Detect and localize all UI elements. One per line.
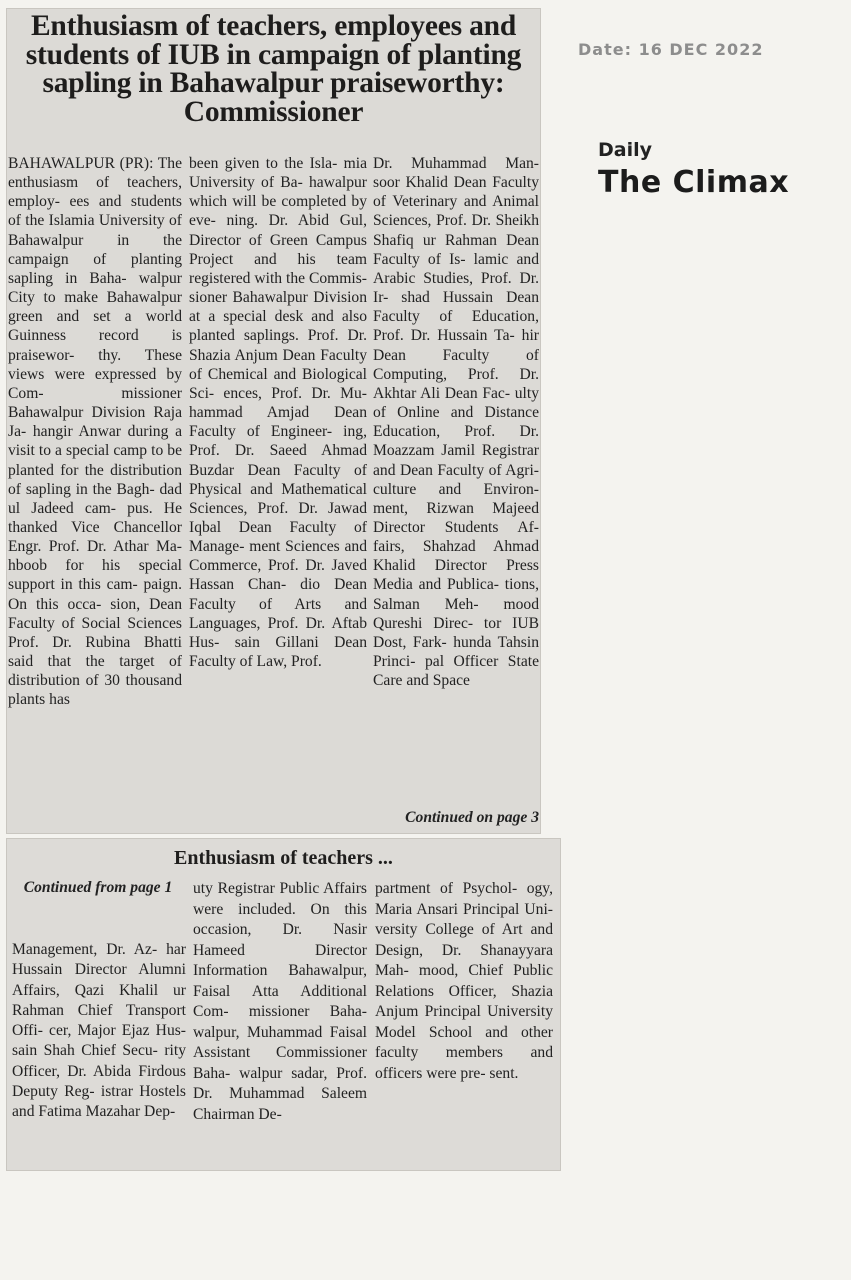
- article-column-1: BAHAWALPUR (PR): The enthusiasm of teachers, employ- ees and students of the Islamia University of Bahawalpur in the campaign of planting sapling in Baha- walpur City to make Bahawalpur green and set a world Guinness record is praisewor- thy. These views were expressed by Com- missioner Bahawalpur Division Raja Ja- hangir Anwar during a visit to a special camp to be planted for the distribution of sapling in the Bagh- dad ul Jadeed cam- pus. He thanked Vice Chancellor Engr. Prof. Dr. Athar Ma- hboob for his special support in this cam- paign. On this occa- sion, Dean Faculty of Social Sciences Prof. Dr. Rubina Bhatti said that the target of distribution of 30 thousand plants has: [8, 155, 182, 709]
- date-stamp: [578, 40, 763, 59]
- continued-on-note: Continued on page 3: [405, 809, 539, 826]
- article-column-3: Dr. Muhammad Man- soor Khalid Dean Faculty of Veterinary and Animal Sciences, Prof. Dr. Sheikh Shafiq ur Rahman Dean Faculty of Is- lamic and Arabic Studies, Prof. Dr. Ir- shad Hussain Dean Faculty of Education, Prof. Dr. Hussain Ta- hir Dean Faculty of Computing, Prof. Dr. Akhtar Ali Dean Fac- ulty of Online and Distance Education, Prof. Dr. Moazzam Jamil Registrar and Dean Faculty of Agri- culture and Environ- ment, Rizwan Majeed Director Students Af- fairs, Shahzad Ahmad Khalid Director Press Media and Publica- tions, Salman Meh- mood Qureshi Direc- tor IUB Dost, Fark- hunda Tahsin Princi- pal Officer State Care and Space: [373, 155, 539, 690]
- newspaper-name: The Climax: [598, 165, 790, 200]
- article-headline: Enthusiasm of teachers, employees and students of IUB in campaign of planting sapling in Bahawalpur praiseworthy: Commissioner: [25, 10, 522, 128]
- date-value: 16 DEC 2022: [638, 40, 764, 59]
- continued-from-note: Continued from page 1: [23, 879, 173, 896]
- continuation-headline: Enthusiasm of teachers ...: [174, 847, 393, 869]
- date-label: Date:: [578, 40, 632, 59]
- continuation-column-3: partment of Psychol- ogy, Maria Ansari Principal Uni- versity College of Art and Design, Dr. Shanayyara Mah- mood, Chief Public Relations Officer, Shazia Anjum Principal University Model School and other faculty members and officers were pre- sent.: [375, 880, 553, 1082]
- continuation-column-2: uty Registrar Public Affairs were included. On this occasion, Dr. Nasir Hameed Director Information Bahawalpur, Faisal Atta Additional Com- missioner Baha- walpur, Muhammad Faisal Assistant Commissioner Baha- walpur sadar, Prof. Dr. Muhammad Saleem Chairman De-: [193, 880, 367, 1123]
- continuation-column-1: Management, Dr. Az- har Hussain Director Alumni Affairs, Qazi Khalil ur Rahman Chief Transport Offi- cer, Major Ejaz Hus- sain Shah Chief Secu- rity Officer, Dr. Abida Firdous Deputy Reg- istrar Hostels and Fatima Mazahar Dep-: [12, 941, 186, 1121]
- newspaper-prefix: Daily: [598, 139, 653, 161]
- article-column-2: been given to the Isla- mia University of Ba- hawalpur which will be completed by eve- ning. Dr. Abid Gul, Director of Green Campus Project and his team registered with the Commis- sioner Bahawalpur Division at a special desk and also planted saplings. Prof. Dr. Shazia Anjum Dean Faculty of Chemical and Biological Sci- ences, Prof. Dr. Mu- hammad Amjad Dean Faculty of Engineer- ing, Prof. Dr. Saeed Ahmad Buzdar Dean Faculty of Physical and Mathematical Sciences, Prof. Dr. Jawad Iqbal Dean Faculty of Manage- ment Sciences and Commerce, Prof. Dr. Javed Hassan Chan- dio Dean Faculty of Arts and Languages, Prof. Dr. Aftab Hus- sain Gillani Dean Faculty of Law, Prof.: [189, 155, 367, 671]
